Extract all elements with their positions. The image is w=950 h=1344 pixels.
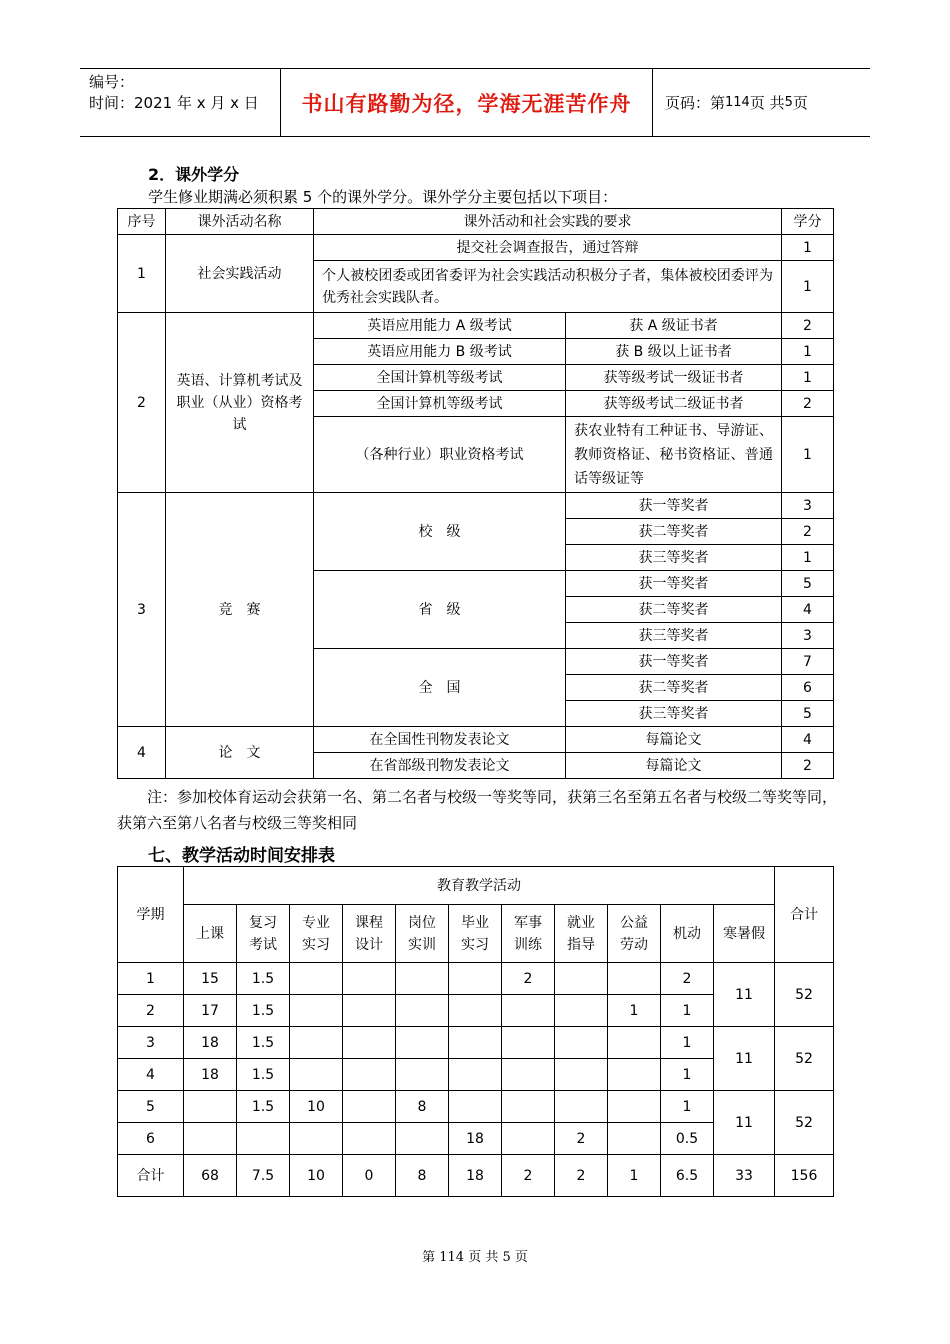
cell: 156 <box>775 1155 834 1197</box>
cell <box>237 1123 290 1155</box>
cell: 10 <box>290 1091 343 1123</box>
section-intro: 学生修业期满必须积累 5 个的课外学分。课外学分主要包括以下项目： <box>148 188 618 206</box>
competition-level: 全 国 <box>314 649 566 727</box>
cell: 17 <box>184 995 237 1027</box>
requirement: 获一等奖者 <box>566 649 782 675</box>
cell: 1 <box>608 995 661 1027</box>
cell <box>555 995 608 1027</box>
cell: 15 <box>184 963 237 995</box>
cell: 2 <box>555 1155 608 1197</box>
cell: 6.5 <box>661 1155 714 1197</box>
activity-name: 英语、计算机考试及职业（从业）资格考试 <box>166 313 314 493</box>
cell <box>396 963 449 995</box>
credit: 2 <box>782 753 834 779</box>
table-sum-row <box>118 1155 834 1197</box>
requirement: 获 A 级证书者 <box>566 313 782 339</box>
cell: 2 <box>118 995 184 1027</box>
table-header-row <box>118 867 834 905</box>
credit: 1 <box>782 261 834 313</box>
header-cell: 学分 <box>782 209 834 235</box>
group-number: 4 <box>118 727 166 779</box>
cell <box>449 963 502 995</box>
publication: 在全国性刊物发表论文 <box>314 727 566 753</box>
cell: 5 <box>118 1091 184 1123</box>
header-meta <box>80 69 281 136</box>
group-number: 3 <box>118 493 166 727</box>
cell <box>608 963 661 995</box>
credit: 3 <box>782 623 834 649</box>
cell <box>502 995 555 1027</box>
cell: 合计 <box>118 1155 184 1197</box>
cell: 1 <box>661 1027 714 1059</box>
cell: 1 <box>608 1155 661 1197</box>
header-cell: 课外活动名称 <box>166 209 314 235</box>
requirement: 个人被校团委或团省委评为社会实践活动积极分子者，集体被校团委评为优秀社会实践队者。 <box>314 261 782 313</box>
activity-header: 军事训练 <box>502 905 555 963</box>
cell <box>555 1059 608 1091</box>
cell <box>396 1123 449 1155</box>
cell <box>184 1123 237 1155</box>
cell: 1 <box>661 1091 714 1123</box>
vacation-cell: 11 <box>714 963 775 1027</box>
requirement: 获 B 级以上证书者 <box>566 339 782 365</box>
table-row <box>118 1091 834 1123</box>
requirement: 获一等奖者 <box>566 571 782 597</box>
requirement: 获等级考试二级证书者 <box>566 391 782 417</box>
activity-header: 岗位实训 <box>396 905 449 963</box>
cell <box>555 1091 608 1123</box>
exam-name: 英语应用能力 A 级考试 <box>314 313 566 339</box>
cell <box>502 1027 555 1059</box>
activity-header: 公益劳动 <box>608 905 661 963</box>
cell <box>449 1027 502 1059</box>
semester-header: 学期 <box>118 867 184 963</box>
credit: 1 <box>782 339 834 365</box>
cell <box>290 995 343 1027</box>
credit: 4 <box>782 597 834 623</box>
cell <box>290 1059 343 1091</box>
section-title-schedule: 七、教学活动时间安排表 <box>148 846 335 866</box>
cell: 0.5 <box>661 1123 714 1155</box>
schedule-table <box>117 866 834 1197</box>
cell: 1.5 <box>237 1059 290 1091</box>
requirement: 每篇论文 <box>566 753 782 779</box>
total-cell: 52 <box>775 963 834 1027</box>
cell: 1 <box>118 963 184 995</box>
cell: 1.5 <box>237 963 290 995</box>
requirement: 获一等奖者 <box>566 493 782 519</box>
requirement: 获二等奖者 <box>566 519 782 545</box>
credit: 1 <box>782 417 834 493</box>
credit: 2 <box>782 391 834 417</box>
page-footer: 第 114 页 共 5 页 <box>422 1250 528 1265</box>
credit: 5 <box>782 701 834 727</box>
activity-header: 复习考试 <box>237 905 290 963</box>
cell: 68 <box>184 1155 237 1197</box>
credit: 5 <box>782 571 834 597</box>
header-page-info: 页码：第 114 页 共 5 页 <box>665 94 808 112</box>
competition-level: 省 级 <box>314 571 566 649</box>
vacation-cell: 11 <box>714 1091 775 1155</box>
cell: 33 <box>714 1155 775 1197</box>
time-label: 时间：2021 年 x 月 x 日 <box>89 94 259 112</box>
cell: 2 <box>661 963 714 995</box>
page-header <box>80 68 870 137</box>
cell <box>343 1059 396 1091</box>
cell: 1.5 <box>237 995 290 1027</box>
credit: 6 <box>782 675 834 701</box>
cell: 2 <box>502 963 555 995</box>
cell <box>608 1027 661 1059</box>
credit: 1 <box>782 235 834 261</box>
table-row <box>118 313 834 339</box>
table-row <box>118 963 834 995</box>
cell: 3 <box>118 1027 184 1059</box>
exam-name: 英语应用能力 B 级考试 <box>314 339 566 365</box>
cell <box>608 1123 661 1155</box>
activity-header: 毕业实习 <box>449 905 502 963</box>
cell: 4 <box>118 1059 184 1091</box>
cell: 18 <box>449 1155 502 1197</box>
table-header-row <box>118 209 834 235</box>
cell: 8 <box>396 1091 449 1123</box>
cell <box>343 1091 396 1123</box>
activity-name: 论 文 <box>166 727 314 779</box>
table-row <box>118 1027 834 1059</box>
header-cell: 序号 <box>118 209 166 235</box>
cell: 8 <box>396 1155 449 1197</box>
cell <box>343 995 396 1027</box>
table-row <box>118 493 834 519</box>
credit: 1 <box>782 365 834 391</box>
credit: 4 <box>782 727 834 753</box>
group-number: 1 <box>118 235 166 313</box>
cell: 18 <box>184 1059 237 1091</box>
cell <box>343 963 396 995</box>
cell <box>449 995 502 1027</box>
table-row <box>118 235 834 261</box>
cell <box>396 995 449 1027</box>
credit: 3 <box>782 493 834 519</box>
header-motto: 书山有路勤为径，学海无涯苦作舟 <box>281 69 653 136</box>
cell <box>502 1123 555 1155</box>
cell: 10 <box>290 1155 343 1197</box>
cell: 2 <box>502 1155 555 1197</box>
section-title-extracurricular: 2．课外学分 <box>148 165 240 184</box>
cell: 1.5 <box>237 1027 290 1059</box>
total-cell: 52 <box>775 1091 834 1155</box>
cell: 18 <box>184 1027 237 1059</box>
group-header: 教育教学活动 <box>184 867 775 905</box>
cell <box>290 963 343 995</box>
competition-level: 校 级 <box>314 493 566 571</box>
cell: 0 <box>343 1155 396 1197</box>
cell: 1 <box>661 1059 714 1091</box>
requirement: 获二等奖者 <box>566 597 782 623</box>
cell <box>555 1027 608 1059</box>
cell: 18 <box>449 1123 502 1155</box>
activity-name: 竞 赛 <box>166 493 314 727</box>
exam-name: （各种行业）职业资格考试 <box>314 417 566 493</box>
publication: 在省部级刊物发表论文 <box>314 753 566 779</box>
cell <box>449 1091 502 1123</box>
cell: 1 <box>661 995 714 1027</box>
number-label: 编号： <box>89 73 135 91</box>
activity-header: 课程设计 <box>343 905 396 963</box>
cell <box>184 1091 237 1123</box>
activity-header: 机动 <box>661 905 714 963</box>
vacation-cell: 11 <box>714 1027 775 1091</box>
requirement: 获农业特有工种证书、导游证、教师资格证、秘书资格证、普通话等级证等 <box>566 417 782 493</box>
requirement: 获等级考试一级证书者 <box>566 365 782 391</box>
cell: 6 <box>118 1123 184 1155</box>
cell <box>343 1123 396 1155</box>
cell <box>290 1027 343 1059</box>
activity-header: 上课 <box>184 905 237 963</box>
group-number: 2 <box>118 313 166 493</box>
cell: 2 <box>555 1123 608 1155</box>
activity-name: 社会实践活动 <box>166 235 314 313</box>
cell <box>396 1027 449 1059</box>
table-header-row <box>118 905 834 963</box>
credit: 1 <box>782 545 834 571</box>
requirement: 每篇论文 <box>566 727 782 753</box>
header-cell: 课外活动和社会实践的要求 <box>314 209 782 235</box>
total-header: 合计 <box>775 867 834 963</box>
credit: 2 <box>782 519 834 545</box>
cell <box>396 1059 449 1091</box>
total-cell: 52 <box>775 1027 834 1091</box>
credit: 7 <box>782 649 834 675</box>
credit: 2 <box>782 313 834 339</box>
exam-name: 全国计算机等级考试 <box>314 365 566 391</box>
exam-name: 全国计算机等级考试 <box>314 391 566 417</box>
requirement: 提交社会调查报告，通过答辩 <box>314 235 782 261</box>
requirement: 获二等奖者 <box>566 675 782 701</box>
cell <box>502 1059 555 1091</box>
requirement: 获三等奖者 <box>566 701 782 727</box>
activity-header: 就业指导 <box>555 905 608 963</box>
credits-table <box>117 208 834 779</box>
requirement: 获三等奖者 <box>566 545 782 571</box>
cell <box>449 1059 502 1091</box>
note-paragraph: 注：参加校体育运动会获第一名、第二名者与校级一等奖等同，获第三名至第五名者与校级二等奖等同，获第六至第八名者与校级三等奖相同 <box>117 788 838 832</box>
cell <box>608 1059 661 1091</box>
cell <box>502 1091 555 1123</box>
activity-header: 寒暑假 <box>714 905 775 963</box>
table-row <box>118 727 834 753</box>
cell <box>290 1123 343 1155</box>
cell: 1.5 <box>237 1091 290 1123</box>
cell <box>343 1027 396 1059</box>
requirement: 获三等奖者 <box>566 623 782 649</box>
activity-header: 专业实习 <box>290 905 343 963</box>
cell <box>555 963 608 995</box>
cell <box>608 1091 661 1123</box>
cell: 7.5 <box>237 1155 290 1197</box>
